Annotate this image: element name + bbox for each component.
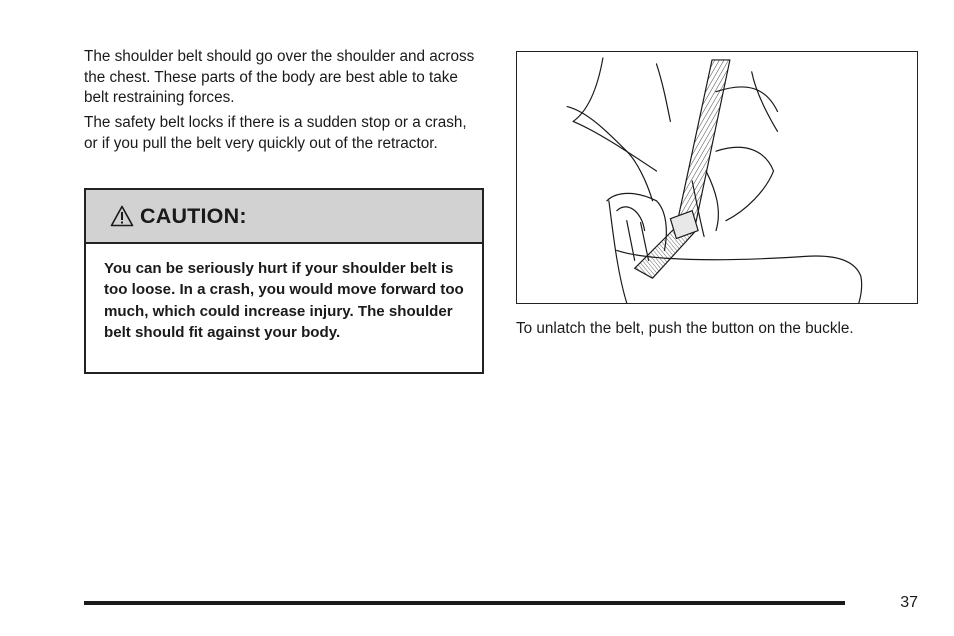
warning-triangle-icon — [110, 205, 134, 227]
figure-caption: To unlatch the belt, push the button on the buckle. — [516, 320, 854, 337]
caution-box — [84, 188, 484, 374]
page-number: 37 — [900, 594, 918, 611]
caution-header — [86, 190, 482, 244]
unlatching-belt-drawing — [517, 52, 917, 303]
caution-text: You can be seriously hurt if your shoulder belt is too loose. In a crash, you would move forward too much, which could increase injury. The shoulder belt should fit against your body. — [104, 260, 464, 341]
footer-rule — [84, 601, 845, 605]
paragraph-shoulder-belt-position: The shoulder belt should go over the shoulder and across the chest. These parts of the body are best able to take belt restraining forces. — [84, 48, 475, 106]
paragraph-belt-locking: The safety belt locks if there is a sudden stop or a crash, or if you pull the belt very quickly out of the retractor. — [84, 114, 467, 152]
belt-illustration — [516, 51, 918, 304]
caution-title: CAUTION: — [140, 203, 247, 228]
